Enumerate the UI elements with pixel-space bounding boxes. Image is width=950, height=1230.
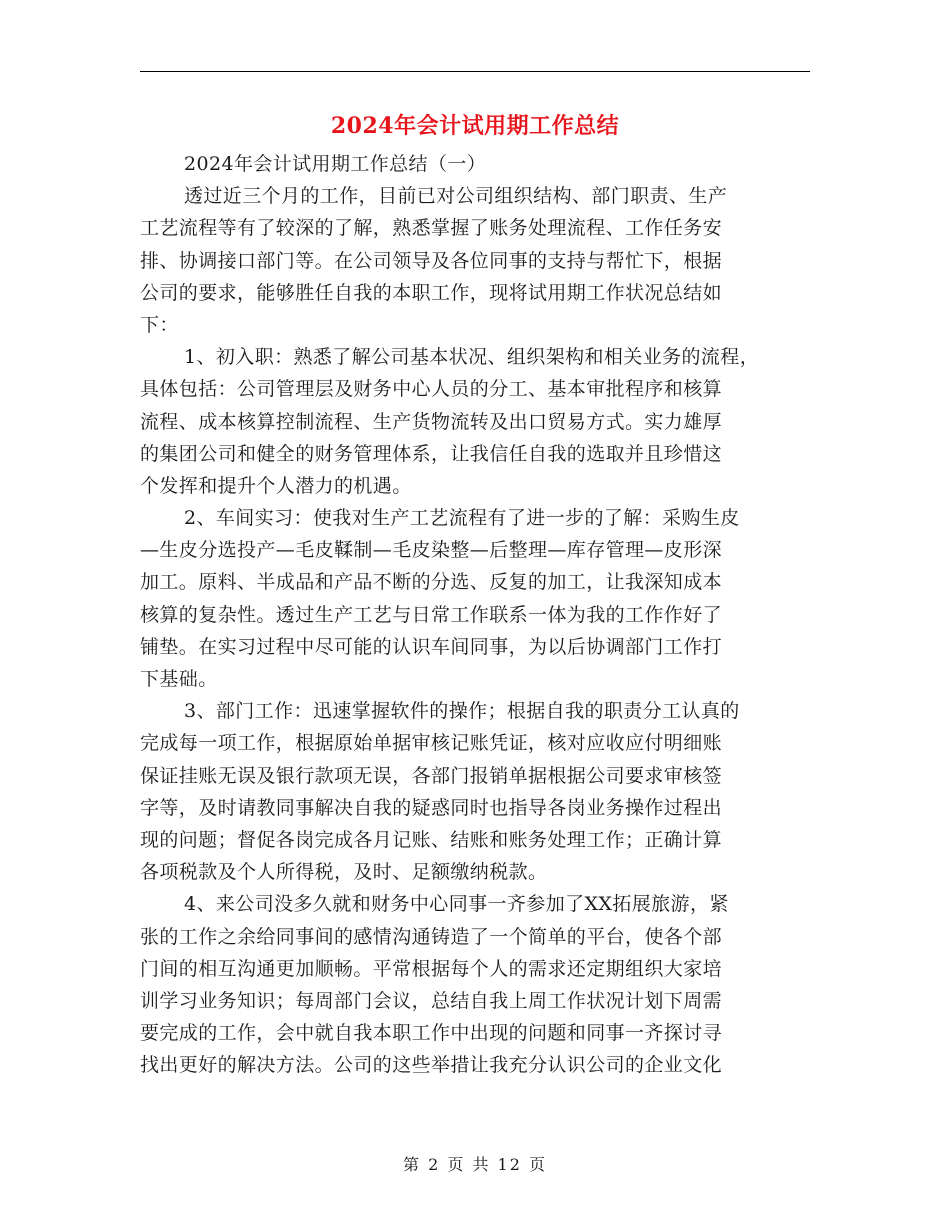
text-line: 透过近三个月的工作，目前已对公司组织结构、部门职责、生产: [184, 185, 728, 208]
text-line: 完成每一项工作，根据原始单据审核记账凭证，核对应收应付明细账: [140, 732, 723, 755]
text-line: 工艺流程等有了较深的了解，熟悉掌握了账务处理流程、工作任务安: [140, 217, 723, 240]
text-line: 3、部门工作：迅速掌握软件的操作；根据自我的职责分工认真的: [184, 700, 740, 723]
text-line: 核算的复杂性。透过生产工艺与日常工作联系一体为我的工作作好了: [140, 603, 723, 626]
text-line: 具体包括：公司管理层及财务中心人员的分工、基本审批程序和核算: [140, 378, 723, 401]
text-line: 下基础。: [140, 668, 218, 690]
text-line: 找出更好的解决方法。公司的这些举措让我充分认识公司的企业文化: [140, 1054, 723, 1077]
text-line: 要完成的工作，会中就自我本职工作中出现的问题和同事一齐探讨寻: [140, 1022, 723, 1045]
text-line: 流程、成本核算控制流程、生产货物流转及出口贸易方式。实力雄厚: [140, 410, 723, 433]
header-rule: [140, 71, 810, 72]
text-line: 保证挂账无误及银行款项无误，各部门报销单据根据公司要求审核签: [140, 764, 723, 787]
text-line: 各项税款及个人所得税，及时、足额缴纳税款。: [140, 861, 548, 884]
text-line: 加工。原料、半成品和产品不断的分选、反复的加工，让我深知成本: [140, 571, 723, 594]
text-line: 铺垫。在实习过程中尽可能的认识车间同事，为以后协调部门工作打: [140, 635, 723, 658]
document-body: [140, 148, 812, 1081]
text-line: 个发挥和提升个人潜力的机遇。: [140, 474, 412, 497]
text-line: 排、协调接口部门等。在公司领导及各位同事的支持与帮忙下，根据: [140, 249, 723, 272]
text-line: 下：: [140, 313, 179, 336]
text-line: 张的工作之余给同事间的感情沟通铸造了一个简单的平台，使各个部: [140, 925, 723, 948]
text-line: 2、车间实习：使我对生产工艺流程有了进一步的了解：采购生皮: [184, 507, 740, 530]
text-line: 4、来公司没多久就和财务中心同事一齐参加了XX拓展旅游，紧: [184, 893, 729, 916]
text-line: 的集团公司和健全的财务管理体系，让我信任自我的选取并且珍惜这: [140, 442, 723, 465]
document-title: 2024年会计试用期工作总结: [330, 113, 620, 139]
text-line: 1、初入职：熟悉了解公司基本状况、组织架构和相关业务的流程，: [184, 346, 760, 369]
text-line: 现的问题；督促各岗完成各月记账、结账和账务处理工作；正确计算: [140, 828, 723, 851]
text-line: —生皮分选投产—毛皮鞣制—毛皮染整—后整理—库存管理—皮形深: [140, 539, 723, 562]
text-line: 字等，及时请教同事解决自我的疑惑同时也指导各岗业务操作过程出: [140, 796, 723, 819]
page-footer: 第 2 页 共 12 页: [403, 1155, 547, 1174]
text-line: 训学习业务知识；每周部门会议，总结自我上周工作状况计划下周需: [140, 989, 723, 1012]
text-line: 门间的相互沟通更加顺畅。平常根据每个人的需求还定期组织大家培: [140, 957, 723, 980]
text-line: 2024年会计试用期工作总结（一）: [184, 153, 487, 175]
text-line: 公司的要求，能够胜任自我的本职工作，现将试用期工作状况总结如: [140, 281, 723, 304]
